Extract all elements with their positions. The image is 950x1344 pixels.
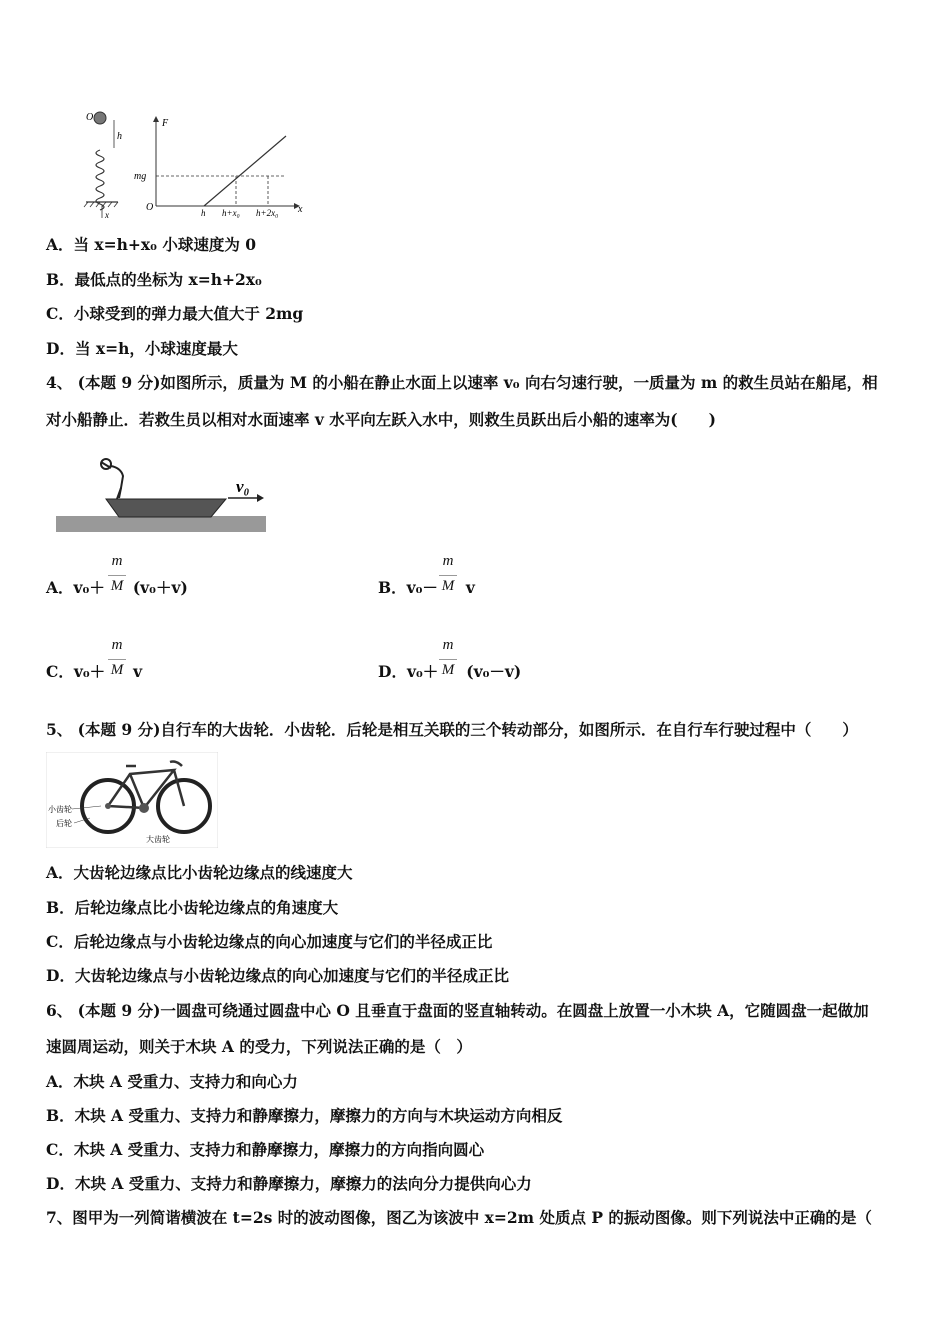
tick-h: h [201, 208, 206, 218]
boat-figure [56, 450, 268, 536]
big-gear [139, 803, 149, 813]
q5-option-a: A．大齿轮边缘点比小齿轮边缘点的线速度大 [46, 863, 353, 882]
q6-option-a: A．木块 A 受重力、支持力和向心力 [46, 1072, 298, 1091]
q4-option-d: D．v₀＋ (v₀－v) [378, 662, 522, 681]
rear-wheel-label: 后轮 [56, 819, 72, 828]
q3-option-b: B．最低点的坐标为 x=h+2x₀ [46, 270, 262, 289]
q6-stem-line1: 6、 (本题 9 分)一圆盘可绕通过圆盘中心 O 且垂直于盘面的竖直轴转动。在圆盘上放置一小木块 A，它随圆盘一起做加 [46, 1001, 869, 1020]
q4-option-a: A．v₀＋ (v₀＋v) [46, 578, 188, 597]
h-label: h [117, 131, 122, 142]
bicycle-figure [46, 752, 218, 848]
q4-stem-line2: 对小船静止．若救生员以相对水面速率 v 水平向左跃入水中，则救生员跃出后小船的速率为( ) [46, 410, 716, 429]
q4-option-c-fraction: m M [106, 637, 128, 679]
x-axis-label: x [298, 204, 303, 215]
q6-option-c: C．木块 A 受重力、支持力和静摩擦力，摩擦力的方向指向圆心 [46, 1140, 485, 1159]
q4-option-c: C．v₀＋ v [46, 662, 143, 681]
small-gear-label: 小齿轮 [48, 805, 72, 814]
big-gear-label: 大齿轮 [146, 835, 170, 844]
v0-label: v₀ [236, 477, 250, 496]
q5-stem: 5、 (本题 9 分)自行车的大齿轮．小齿轮．后轮是相互关联的三个转动部分，如图所示．在自行车行驶过程中（ ） [46, 720, 858, 739]
q3-option-d: D．当 x=h，小球速度最大 [46, 339, 238, 358]
tick-h-x0: h+x₀ [222, 208, 240, 218]
tick-h-2x0: h+2x₀ [256, 208, 279, 218]
q5-option-b: B．后轮边缘点比小齿轮边缘点的角速度大 [46, 898, 339, 917]
q4-stem-line1: 4、 (本题 9 分)如图所示，质量为 M 的小船在静止水面上以速率 v₀ 向右匀速行驶，一质量为 m 的救生员站在船尾，相 [46, 373, 878, 392]
q4-option-b: B．v₀－ v [378, 578, 475, 597]
spring [96, 150, 104, 210]
origin-label: O [146, 202, 154, 213]
q6-stem-line2: 速圆周运动，则关于木块 A 的受力，下列说法正确的是（ ） [46, 1037, 472, 1056]
lifeguard [101, 459, 123, 499]
q5-option-d: D．大齿轮边缘点与小齿轮边缘点的向心加速度与它们的半径成正比 [46, 966, 509, 985]
o-label: O [86, 112, 94, 123]
boat [106, 499, 226, 517]
f-axis-label: F [162, 118, 169, 129]
force-line [204, 136, 286, 206]
svg-text:x: x [105, 210, 109, 220]
q3-option-a: A．当 x=h+x₀ 小球速度为 0 [46, 235, 257, 254]
mg-label: mg [134, 171, 147, 182]
q4-option-b-fraction: m M [437, 553, 459, 595]
q5-option-c: C．后轮边缘点与小齿轮边缘点的向心加速度与它们的半径成正比 [46, 932, 493, 951]
small-gear [105, 803, 111, 809]
q6-option-d: D．木块 A 受重力、支持力和静摩擦力，摩擦力的法向分力提供向心力 [46, 1174, 532, 1193]
water-surface [56, 516, 266, 532]
ball [94, 112, 106, 124]
q4-option-d-fraction: m M [437, 637, 459, 679]
q3-option-c: C．小球受到的弹力最大值大于 2mg [46, 304, 304, 323]
q6-option-b: B．木块 A 受重力、支持力和静摩擦力，摩擦力的方向与木块运动方向相反 [46, 1106, 563, 1125]
q4-option-a-fraction: m M [106, 553, 128, 595]
q7-stem: 7、图甲为一列简谐横波在 t=2s 时的波动图像，图乙为该波中 x=2m 处质点 P 的振动图像。则下列说法中正确的是（ [46, 1208, 872, 1227]
spring-force-figure [78, 108, 308, 223]
